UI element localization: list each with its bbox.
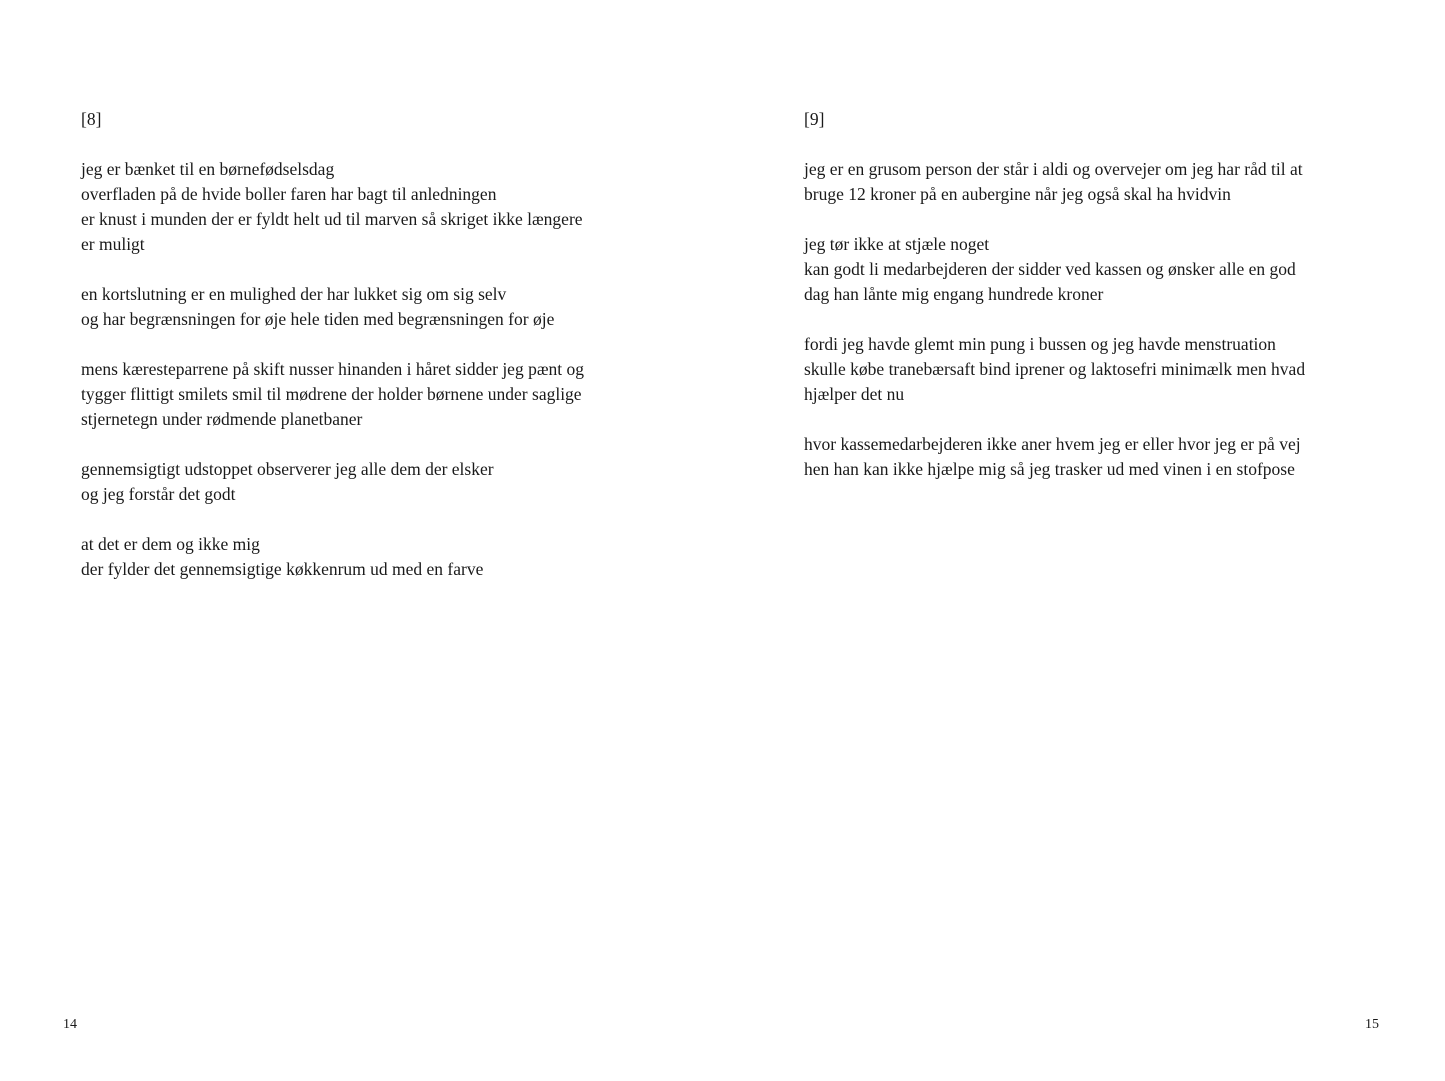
page-number: 15 bbox=[1365, 1017, 1379, 1032]
page-number: 14 bbox=[63, 1017, 77, 1032]
poem-line: hvor kassemedarbejderen ikke aner hvem jeg er eller hvor jeg er på vej bbox=[804, 434, 1301, 454]
poem-line: mens kæresteparrene på skift nusser hinanden i håret sidder jeg pænt og bbox=[81, 359, 584, 379]
stanza bbox=[81, 357, 681, 432]
poem-line: jeg er bænket til en børnefødselsdag bbox=[81, 159, 335, 179]
left-page bbox=[0, 0, 722, 1081]
poem-line: og jeg forstår det godt bbox=[81, 484, 236, 504]
poem-number: [8] bbox=[81, 109, 102, 129]
poem-line: hen han kan ikke hjælpe mig så jeg trasker ud med vinen i en stofpose bbox=[804, 459, 1295, 479]
poem-line: der fylder det gennemsigtige køkkenrum ud med en farve bbox=[81, 559, 484, 579]
stanza bbox=[804, 157, 1404, 207]
poem-line: gennemsigtigt udstoppet observerer jeg alle dem der elsker bbox=[81, 459, 494, 479]
poem-line: er muligt bbox=[81, 234, 145, 254]
stanza bbox=[804, 332, 1404, 407]
poem-line: at det er dem og ikke mig bbox=[81, 534, 260, 554]
poem-line: er knust i munden der er fyldt helt ud til marven så skriget ikke længere bbox=[81, 209, 583, 229]
stanza bbox=[81, 282, 681, 332]
poem-line: dag han lånte mig engang hundrede kroner bbox=[804, 284, 1104, 304]
poem-line: hjælper det nu bbox=[804, 384, 905, 404]
poem-line: jeg er en grusom person der står i aldi og overvejer om jeg har råd til at bbox=[804, 159, 1303, 179]
stanza bbox=[81, 157, 681, 257]
poem-line: og har begrænsningen for øje hele tiden med begrænsningen for øje bbox=[81, 309, 555, 329]
poem-line: fordi jeg havde glemt min pung i bussen og jeg havde menstruation bbox=[804, 334, 1276, 354]
stanza bbox=[804, 432, 1404, 482]
poem-line: stjernetegn under rødmende planetbaner bbox=[81, 409, 363, 429]
stanza bbox=[81, 532, 681, 582]
poem-8 bbox=[81, 107, 681, 607]
poem-line: tygger flittigt smilets smil til mødrene der holder børnene under saglige bbox=[81, 384, 582, 404]
stanza bbox=[81, 457, 681, 507]
poem-line: bruge 12 kroner på en aubergine når jeg også skal ha hvidvin bbox=[804, 184, 1231, 204]
poem-line: en kortslutning er en mulighed der har lukket sig om sig selv bbox=[81, 284, 507, 304]
stanza bbox=[804, 232, 1404, 307]
poem-number: [9] bbox=[804, 109, 825, 129]
poem-line: skulle købe tranebærsaft bind iprener og laktosefri minimælk men hvad bbox=[804, 359, 1306, 379]
poem-line: kan godt li medarbejderen der sidder ved kassen og ønsker alle en god bbox=[804, 259, 1296, 279]
poem-9 bbox=[804, 107, 1404, 507]
right-page bbox=[723, 0, 1445, 1081]
poem-line: overfladen på de hvide boller faren har bagt til anledningen bbox=[81, 184, 497, 204]
poem-line: jeg tør ikke at stjæle noget bbox=[804, 234, 990, 254]
